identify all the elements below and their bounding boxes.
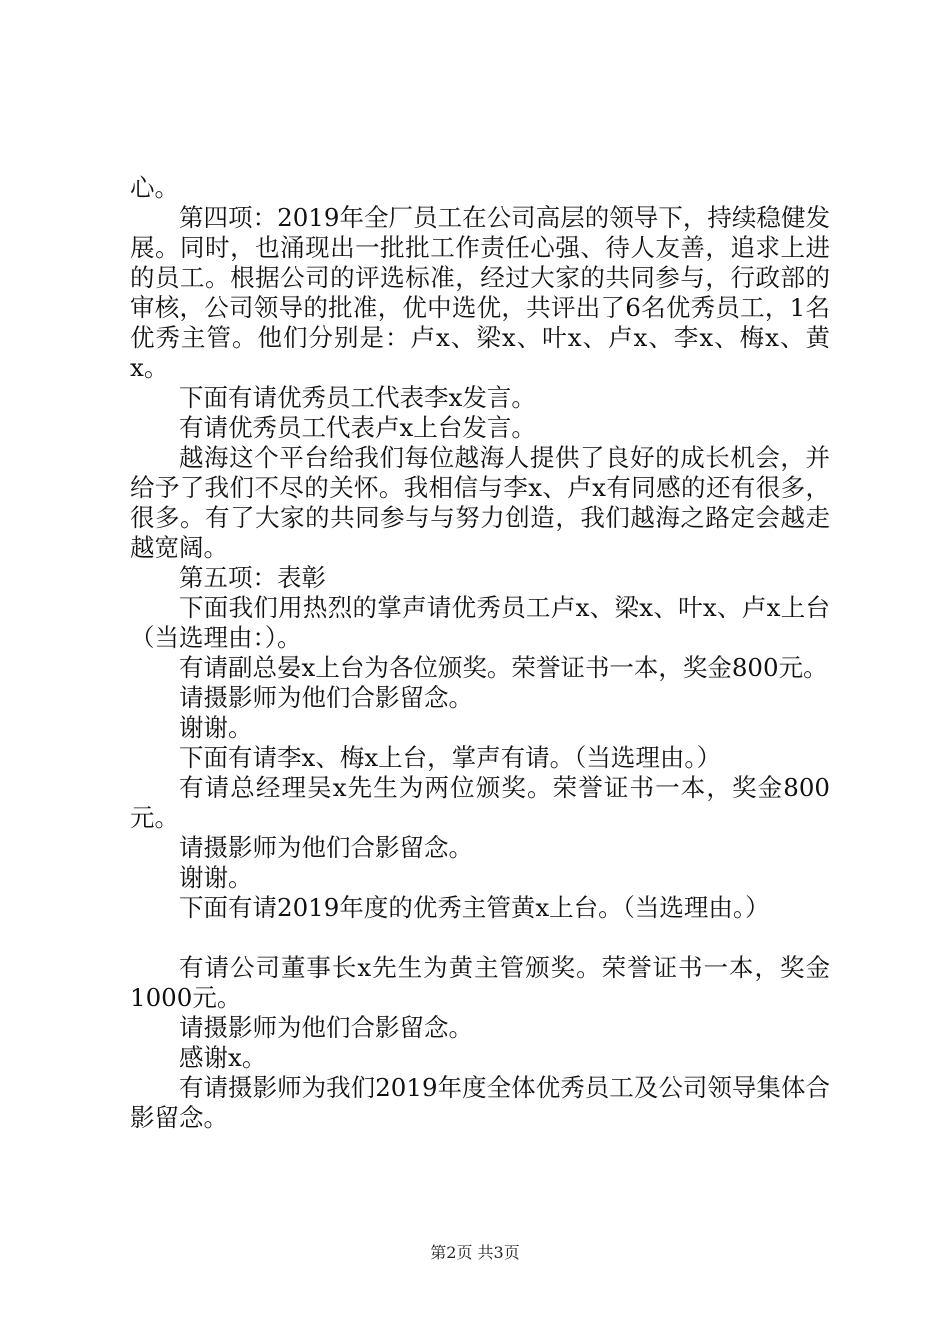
paragraph: 下面有请2019年度的优秀主管黄x上台。（当选理由。） xyxy=(179,893,770,922)
paragraph: 越海这个平台给我们每位越海人提供了良好的成长机会，并给予了我们不尽的关怀。我相信与李x、卢x有同感的还有很多，很多。有了大家的共同参与与努力创造，我们越海之路定会越走越宽阔。 xyxy=(130,443,830,562)
paragraph: 请摄影师为他们合影留念。 xyxy=(179,833,473,862)
page-number-footer: 第2页 共3页 xyxy=(430,1243,520,1262)
paragraph: 谢谢。 xyxy=(179,713,253,742)
blank-line xyxy=(130,923,830,953)
paragraph: 有请摄影师为我们2019年度全体优秀员工及公司领导集体合影留念。 xyxy=(130,1073,830,1132)
paragraph: 有请公司董事长x先生为黄主管颁奖。荣誉证书一本，奖金1000元。 xyxy=(130,953,830,1012)
paragraph: 有请总经理吴x先生为两位颁奖。荣誉证书一本，奖金800元。 xyxy=(130,773,830,832)
paragraph: 下面我们用热烈的掌声请优秀员工卢x、梁x、叶x、卢x上台（当选理由：）。 xyxy=(130,593,830,652)
paragraph: 请摄影师为他们合影留念。 xyxy=(179,683,473,712)
document-body xyxy=(130,173,830,1133)
paragraph: 请摄影师为他们合影留念。 xyxy=(179,1013,473,1042)
paragraph: 下面有请优秀员工代表李x发言。 xyxy=(179,383,536,412)
paragraph: 心。 xyxy=(130,173,179,202)
paragraph: 有请副总晏x上台为各位颁奖。荣誉证书一本，奖金800元。 xyxy=(179,653,828,682)
paragraph: 感谢x。 xyxy=(179,1043,267,1072)
section-heading: 第五项：表彰 xyxy=(179,563,326,592)
paragraph: 第四项：2019年全厂员工在公司高层的领导下，持续稳健发展。同时，也涌现出一批批工作责任心强、待人友善，追求上进的员工。根据公司的评选标准，经过大家的共同参与，行政部的审核，公司领导的批准，优中选优，共评出了6名优秀员工，1名优秀主管。他们分别是：卢x、梁x、叶x、卢x、李x、梅x、黄x。 xyxy=(130,203,830,382)
paragraph: 有请优秀员工代表卢x上台发言。 xyxy=(179,413,536,442)
paragraph: 谢谢。 xyxy=(179,863,253,892)
paragraph: 下面有请李x、梅x上台，掌声有请。（当选理由。） xyxy=(179,743,722,772)
